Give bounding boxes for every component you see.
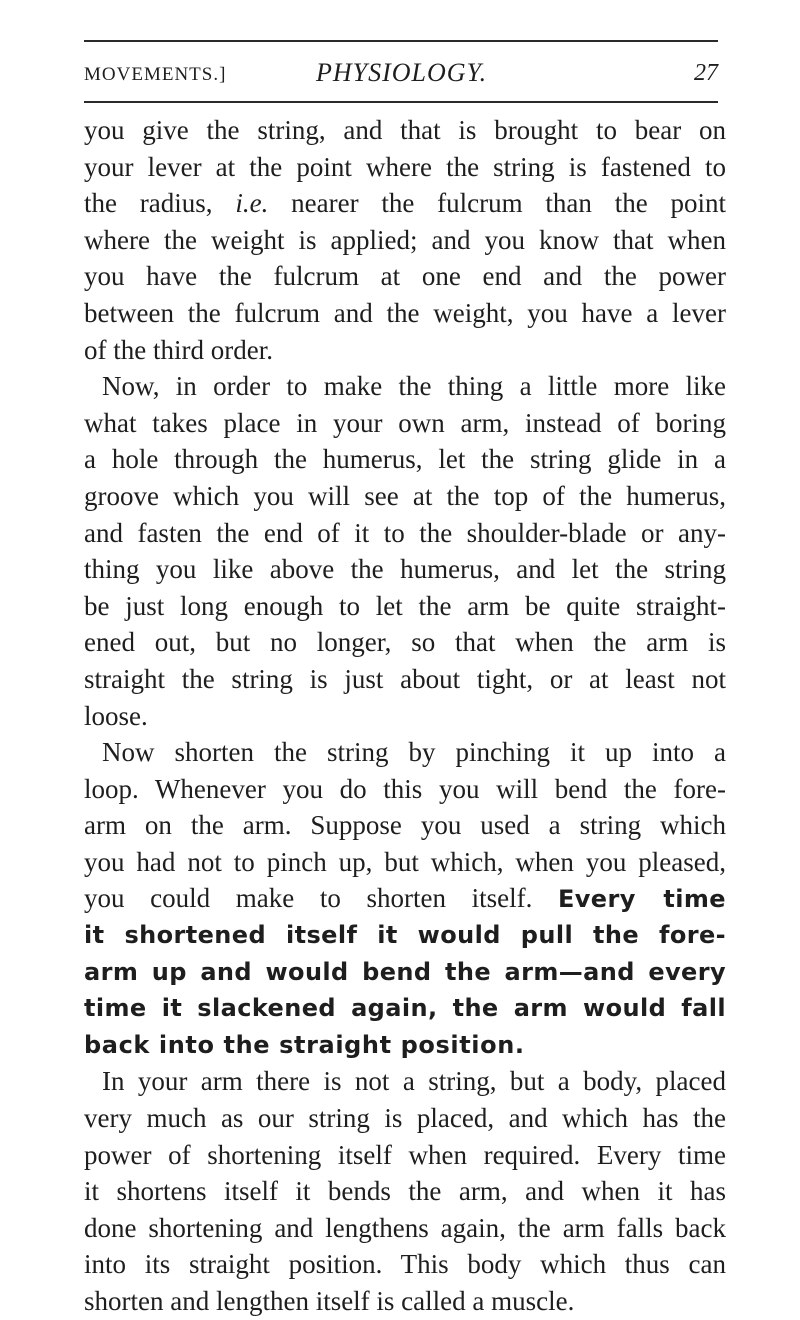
running-head — [84, 58, 718, 94]
italic-abbreviation: i.e. — [235, 188, 269, 219]
text-line: thing you like above the humerus, and let the string — [84, 554, 726, 585]
text-line: your lever at the point where the string is fastened to — [84, 151, 726, 182]
text-line: you had not to pinch up, but which, when you pleased, — [84, 846, 726, 877]
running-head-section: MOVEMENTS.] — [84, 64, 227, 85]
bold-emphasis: Every time — [557, 885, 726, 914]
text-line: power of shortening itself when required. Every time — [84, 1139, 726, 1170]
text-line: done shortening and lengthens again, the arm falls back — [84, 1212, 726, 1243]
text-line: very much as our string is placed, and which has the — [84, 1103, 726, 1134]
text-line: you give the string, and that is brought to bear on — [84, 115, 726, 145]
page-body — [84, 112, 726, 1320]
text-line: be just long enough to let the arm be quite straight- — [84, 590, 726, 621]
text-line: loop. Whenever you do this you will bend the fore- — [84, 773, 726, 804]
text-line: into its straight position. This body which thus can — [84, 1249, 726, 1280]
text-span: the radius, — [84, 188, 236, 219]
text-span: nearer the fulcrum than the point — [268, 188, 726, 219]
page-number: 27 — [694, 60, 718, 86]
text-span: you could make to shorten itself. — [84, 883, 558, 914]
text-line: it shortens itself it bends the arm, and when it has — [84, 1176, 726, 1207]
bold-text-line: time it slackened again, the arm would fall — [84, 994, 726, 1023]
text-line: you have the fulcrum at one end and the power — [84, 261, 726, 292]
text-line: straight the string is just about tight, or at least not — [84, 663, 726, 694]
paragraph-first-line: Now, in order to make the thing a little more like — [102, 371, 726, 402]
bold-text-line: it shortened itself it would pull the fore- — [84, 921, 726, 950]
text-line: where the weight is applied; and you know that when — [84, 224, 726, 255]
paragraph-first-line: Now shorten the string by pinching it up into a — [102, 737, 726, 768]
text-line: what takes place in your own arm, instead of boring — [84, 407, 726, 438]
running-head-title: PHYSIOLOGY. — [316, 58, 488, 87]
paragraph-first-line: In your arm there is not a string, but a body, placed — [102, 1066, 726, 1097]
header-rule-bottom — [84, 101, 718, 103]
paragraph-end-line: shorten and lengthen itself is called a muscle. — [84, 1286, 575, 1316]
text-line — [84, 185, 726, 222]
bold-paragraph-end-line: back into the straight position. — [84, 1030, 525, 1059]
bold-text-line: arm up and would bend the arm—and every — [84, 957, 726, 986]
text-line: ened out, but no longer, so that when the arm is — [84, 627, 726, 658]
text-line: and fasten the end of it to the shoulder-blade or any- — [84, 517, 726, 548]
text-line: groove which you will see at the top of the humerus, — [84, 480, 726, 511]
text-line: arm on the arm. Suppose you used a string which — [84, 810, 726, 841]
paragraph-end-line: loose. — [84, 700, 148, 731]
text-line — [84, 880, 726, 917]
header-rule-top — [84, 40, 718, 42]
text-line: between the fulcrum and the weight, you have a lever — [84, 297, 726, 328]
text-line: a hole through the humerus, let the string glide in a — [84, 444, 726, 475]
paragraph-end-line: of the third order. — [84, 334, 273, 365]
